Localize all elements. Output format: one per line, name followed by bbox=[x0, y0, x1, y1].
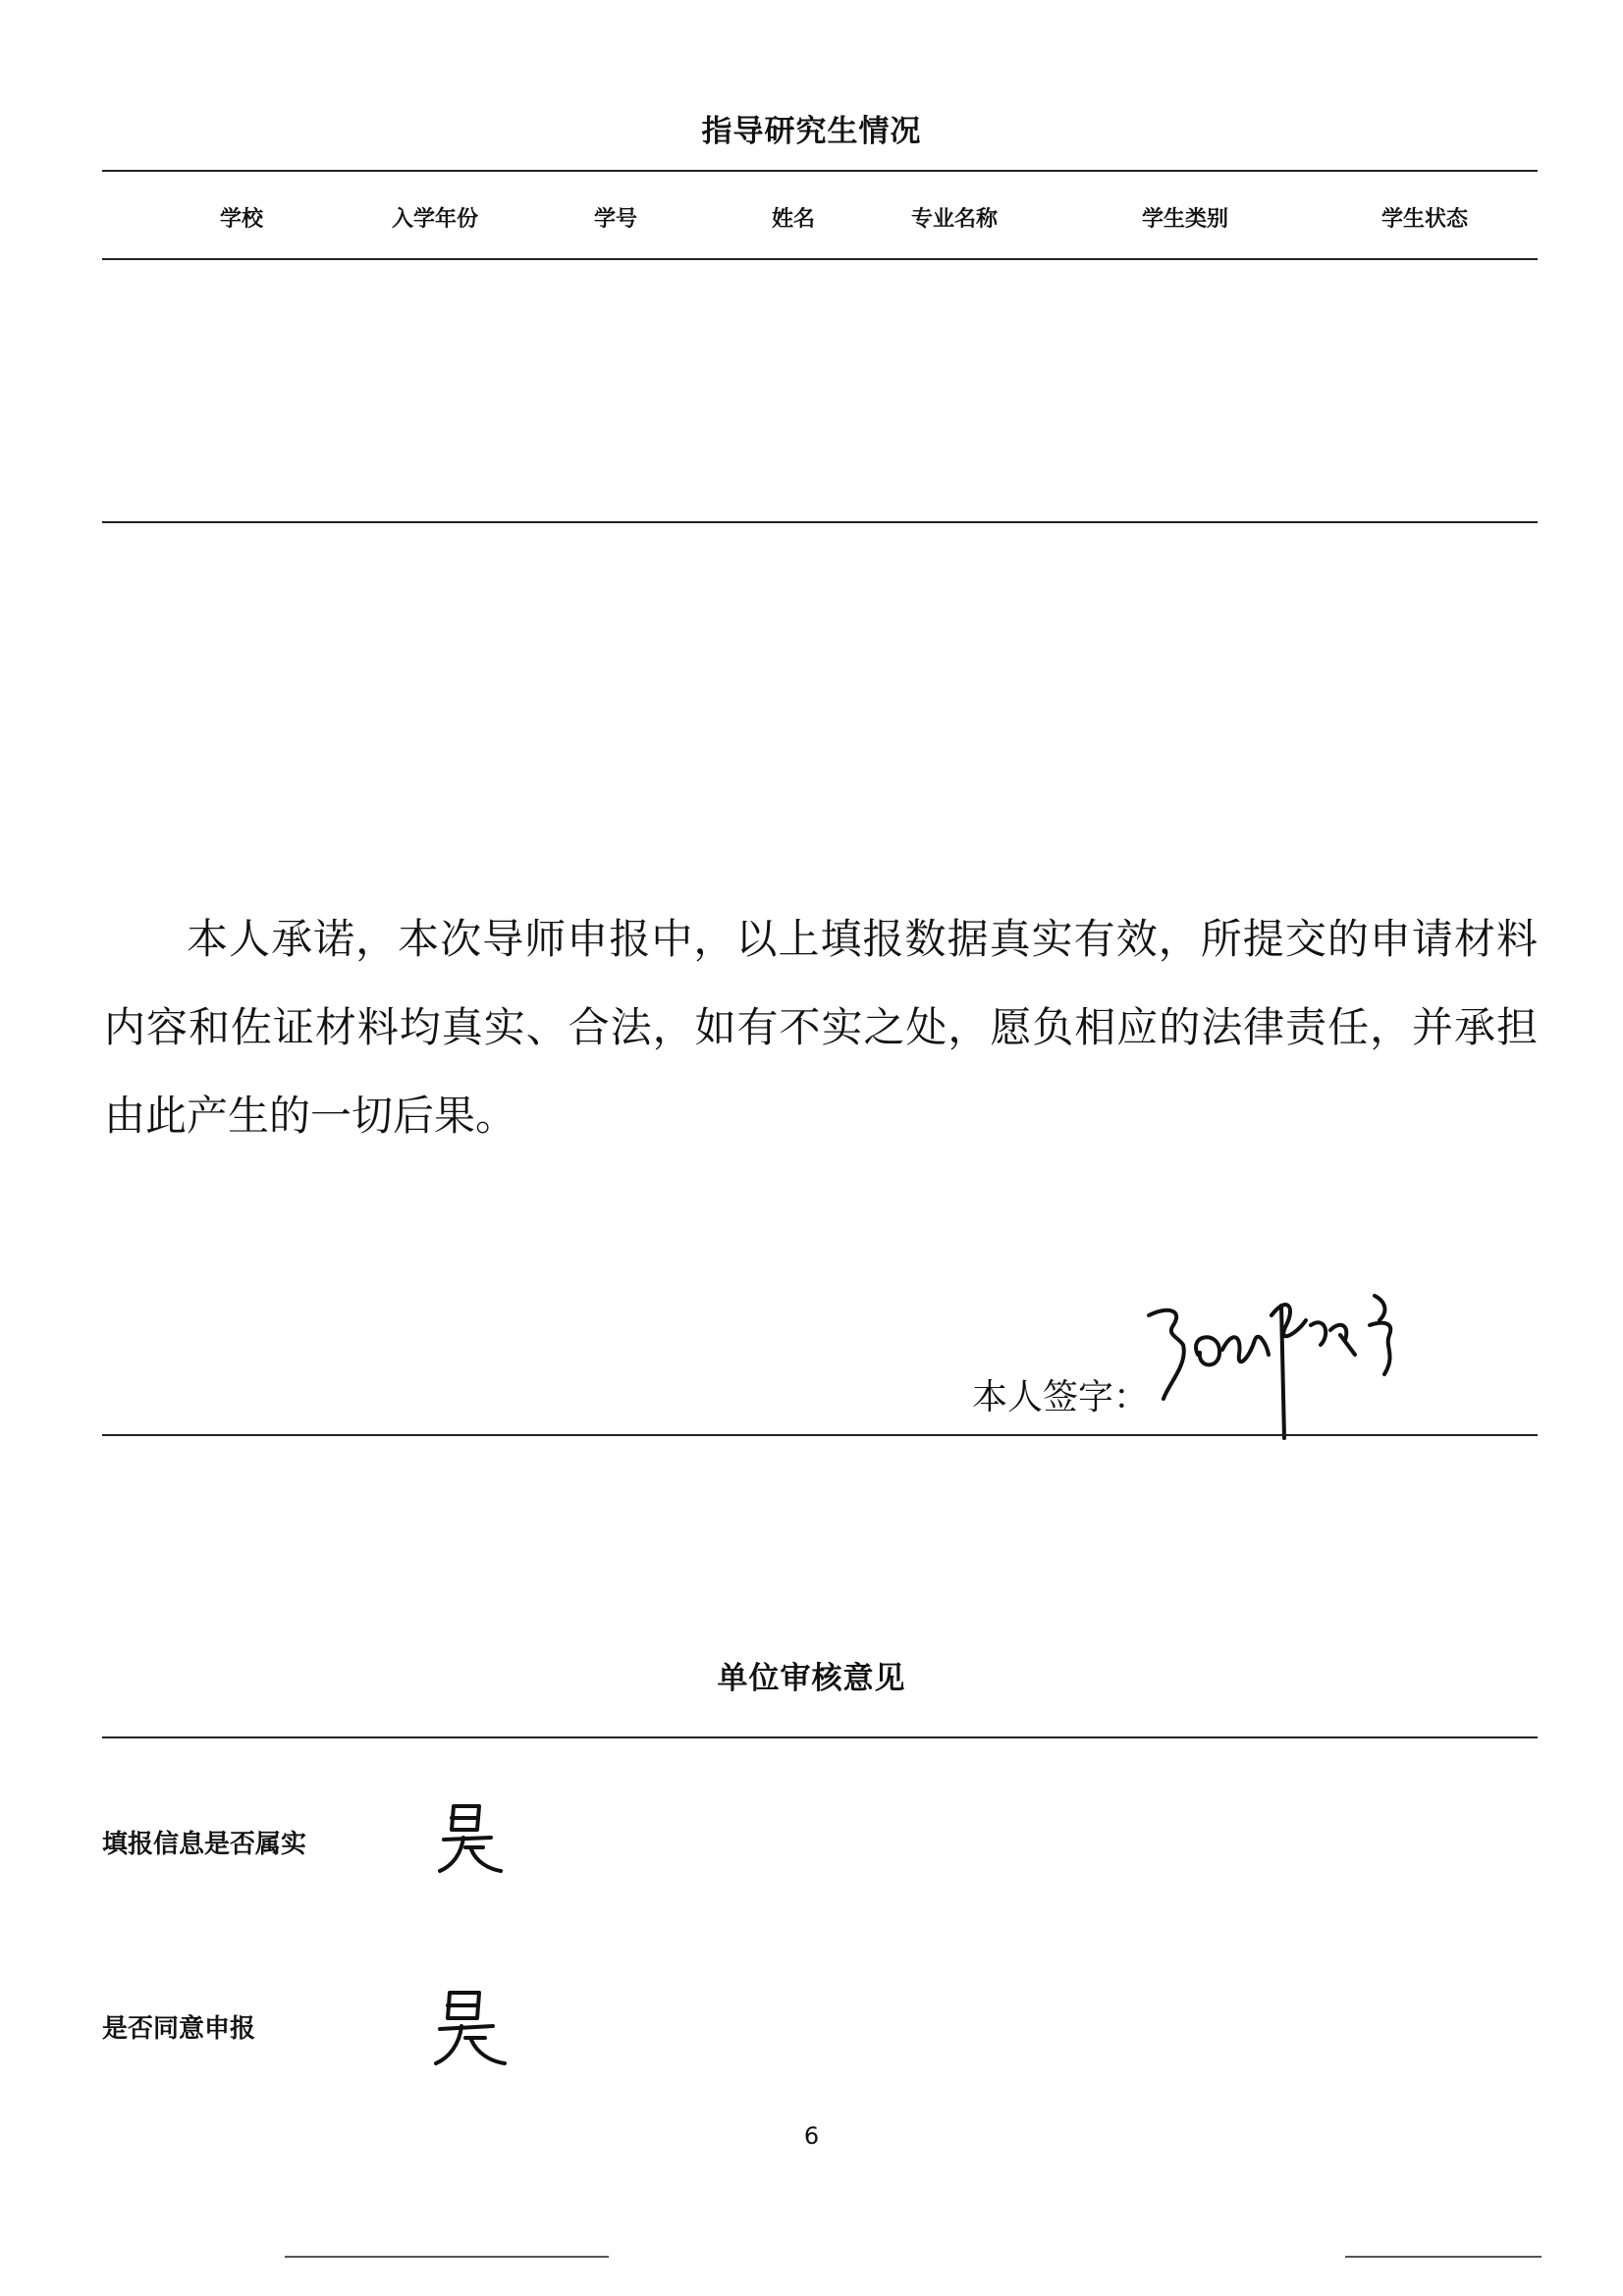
pledge-text: 本人承诺，本次导师申报中，以上填报数据真实有效，所提交的申请材料内容和佐证材料均真实、合法，如有不实之处，愿负相应的法律责任，并承担由此产生的一切后果。 bbox=[104, 915, 1538, 1140]
table-top-rule bbox=[102, 170, 1538, 172]
section-title-unit-review: 单位审核意见 bbox=[717, 1661, 906, 1696]
col-header-student-type: 学生类别 bbox=[1141, 207, 1229, 232]
handwritten-answer-yes-2 bbox=[430, 1985, 514, 2069]
table-bottom-rule bbox=[102, 521, 1538, 523]
review-label-info-accurate: 填报信息是否属实 bbox=[102, 1830, 307, 1859]
pledge-statement bbox=[104, 895, 1538, 1160]
review-label-agree-application: 是否同意申报 bbox=[102, 2014, 256, 2044]
handwritten-answer-yes-1 bbox=[432, 1798, 511, 1877]
footer-rule-right bbox=[1345, 2256, 1542, 2258]
col-header-student-id: 学号 bbox=[593, 207, 638, 232]
col-header-major: 专业名称 bbox=[910, 207, 999, 232]
col-header-enrollment-year: 入学年份 bbox=[391, 207, 479, 232]
footer-rule-left bbox=[285, 2256, 609, 2258]
page-number: 6 bbox=[803, 2122, 820, 2150]
signature-rule bbox=[102, 1434, 1538, 1436]
col-header-name: 姓名 bbox=[771, 207, 816, 232]
table-header-rule bbox=[102, 258, 1538, 260]
signature-label: 本人签字： bbox=[972, 1377, 1150, 1417]
section-title-advised-students: 指导研究生情况 bbox=[701, 114, 922, 149]
review-top-rule bbox=[102, 1736, 1538, 1738]
col-header-student-status: 学生状态 bbox=[1380, 207, 1469, 232]
col-header-school: 学校 bbox=[219, 207, 264, 232]
handwritten-signature bbox=[1139, 1276, 1434, 1443]
